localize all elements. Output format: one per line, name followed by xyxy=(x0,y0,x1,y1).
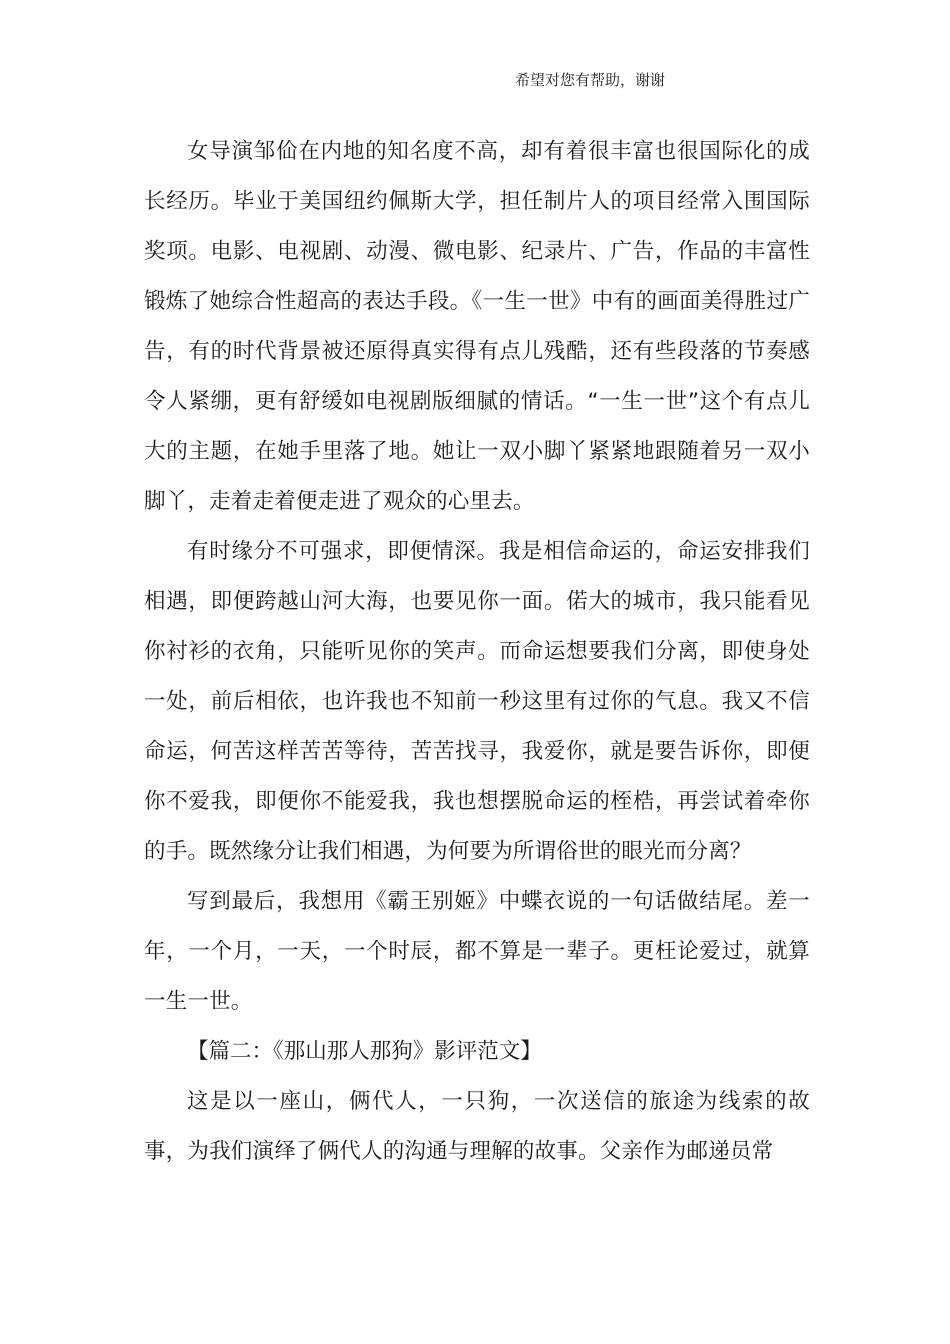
paragraph-section-two-intro: 这是以一座山，俩代人，一只狗，一次送信的旅途为线索的故事，为我们演绎了俩代人的沟通与理解的故事。父亲作为邮递员常 xyxy=(144,1089,810,1164)
paragraph-fate: 有时缘分不可强求，即便情深。我是相信命运的，命运安排我们相遇，即便跨越山河大海，也要见你一面。偌大的城市，我只能看见你衬衫的衣角，只能听见你的笑声。而命运想要我们分离，即使身处一处，前后相依，也许我也不知前一秒这里有过你的气息。我又不信命运，何苦这样苦苦等待，苦苦找寻，我爱你，就是要告诉你，即便你不爱我，即便你不能爱我，我也想摆脱命运的桎梏，再尝试着牵你的手。既然缘分让我们相遇，为何要为所谓俗世的眼光而分离？ xyxy=(144,539,810,864)
paragraph-conclusion: 写到最后，我想用《霸王别姬》中蝶衣说的一句话做结尾。差一年，一个月，一天，一个时辰，都不算是一辈子。更枉论爱过，就算一生一世。 xyxy=(144,889,810,1014)
document-body xyxy=(144,127,810,1177)
header-note: 希望对您有帮助，谢谢 xyxy=(515,71,666,89)
section-title: 【篇二：《那山那人那狗》影评范文】 xyxy=(187,1039,542,1064)
paragraph-film-director: 女导演邹佡在内地的知名度不高，却有着很丰富也很国际化的成长经历。毕业于美国纽约佩斯大学，担任制片人的项目经常入围国际奖项。电影、电视剧、动漫、微电影、纪录片、广告，作品的丰富性锻炼了她综合性超高的表达手段。《一生一世》中有的画面美得胜过广告，有的时代背景被还原得真实得有点儿残酷，还有些段落的节奏感令人紧绷，更有舒缓如电视剧版细腻的情话。“一生一世”这个有点儿大的主题，在她手里落了地。她让一双小脚丫紧紧地跟随着另一双小脚丫，走着走着便走进了观众的心里去。 xyxy=(144,139,810,514)
